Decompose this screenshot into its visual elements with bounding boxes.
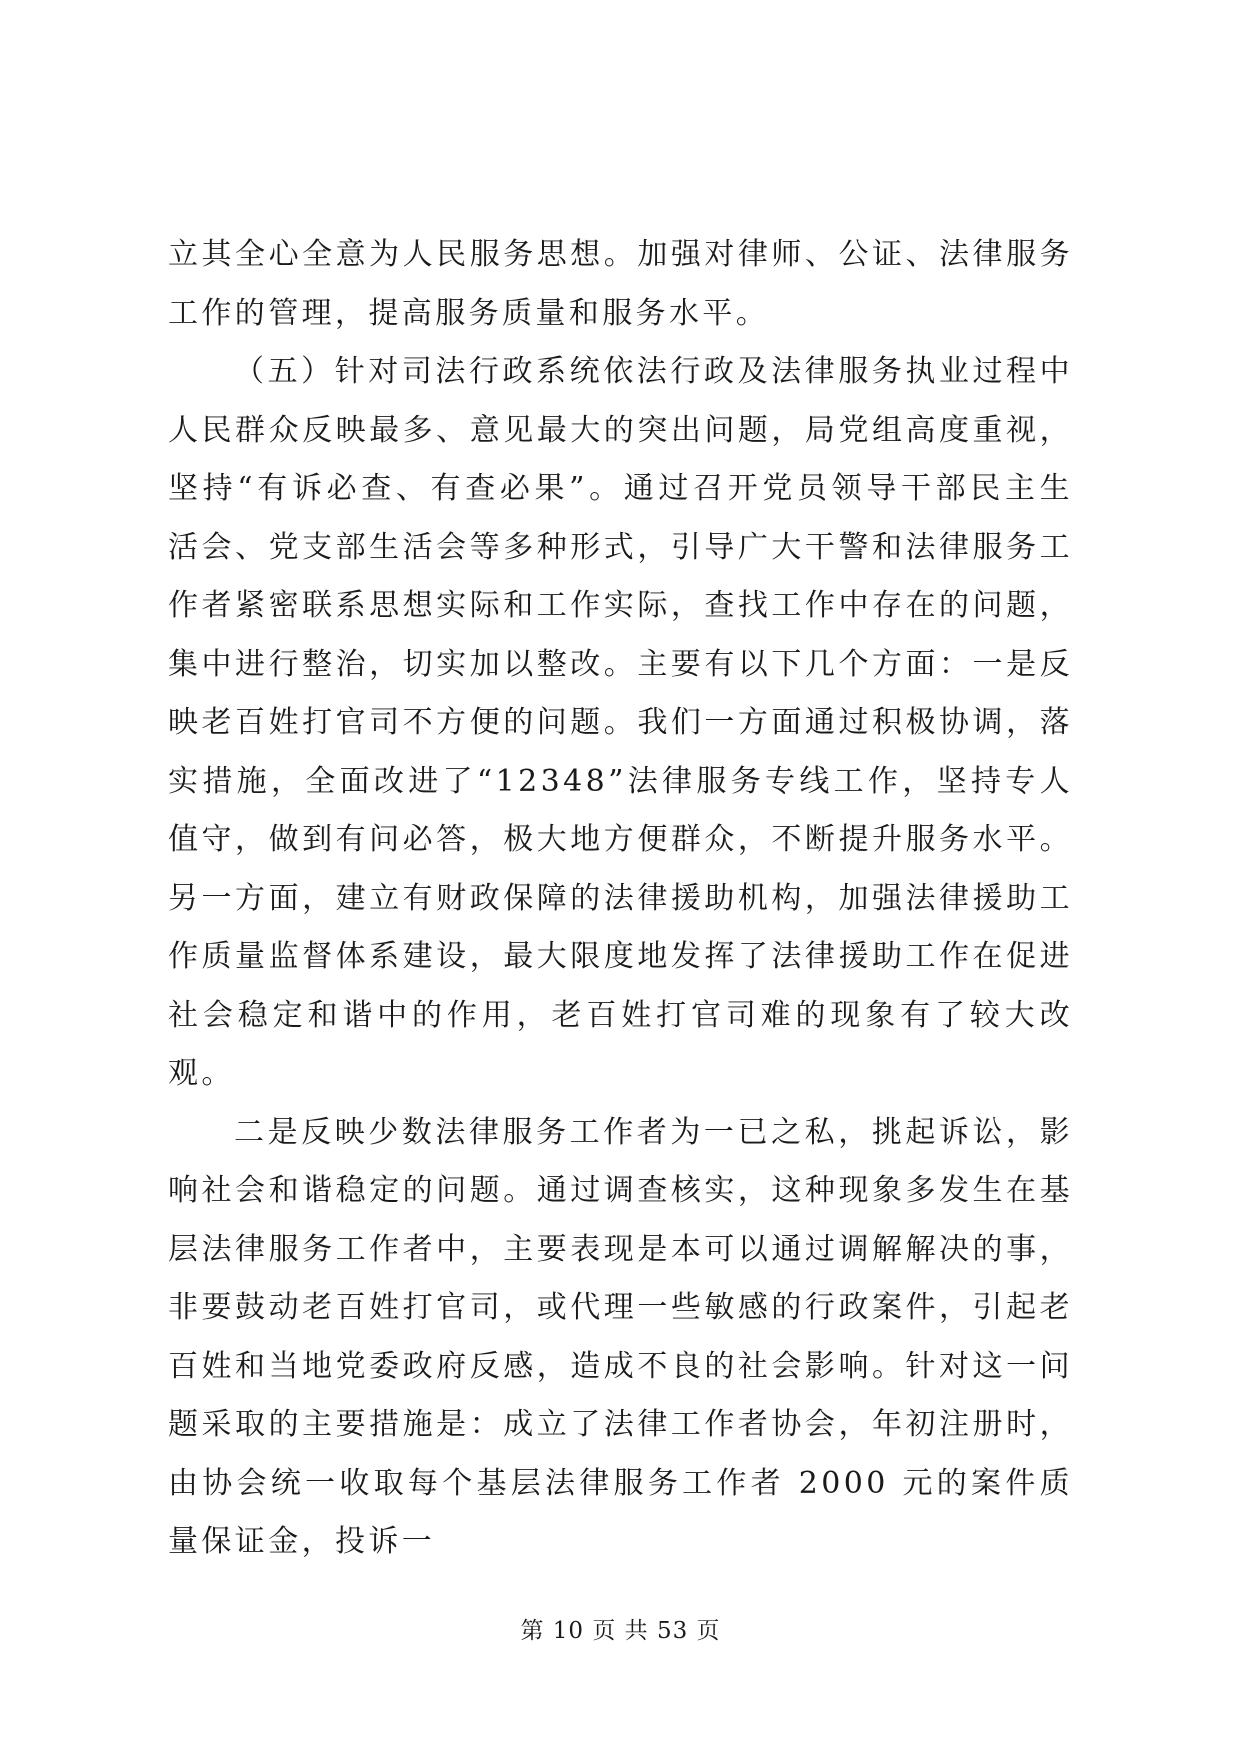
paragraph-item-five: （五）针对司法行政系统依法行政及法律服务执业过程中人民群众反映最多、意见最大的突出问题，局党组高度重视，坚持“有诉必查、有查必果”。通过召开党员领导干部民主生活会、党支部生活会等多种形式，引导广大干警和法律服务工作者紧密联系思想实际和工作实际，查找工作中存在的问题，集中进行整治，切实加以整改。主要有以下几个方面：一是反映老百姓打官司不方便的问题。我们一方面通过积极协调，落实措施，全面改进了“12348”法律服务专线工作，坚持专人值守，做到有问必答，极大地方便群众，不断提升服务水平。另一方面，建立有财政保障的法律援助机构，加强法律援助工作质量监督体系建设，最大限度地发挥了法律援助工作在促进社会稳定和谐中的作用，老百姓打官司难的现象有了较大改观。 xyxy=(168,354,1073,1091)
paragraph-continuation: 立其全心全意为人民服务思想。加强对律师、公证、法律服务工作的管理，提高服务质量和服务水平。 xyxy=(168,237,1073,331)
document-body xyxy=(168,226,1073,1572)
paragraph-item-two: 二是反映少数法律服务工作者为一已之私，挑起诉讼，影响社会和谐稳定的问题。通过调查核实，这种现象多发生在基层法律服务工作者中，主要表现是本可以通过调解解决的事，非要鼓动老百姓打官司，或代理一些敏感的行政案件，引起老百姓和当地党委政府反感，造成不良的社会影响。针对这一问题采取的主要措施是：成立了法律工作者协会，年初注册时，由协会统一收取每个基层法律服务工作者 2000 元的案件质量保证金，投诉一 xyxy=(168,1114,1073,1559)
page-footer: 第 10 页 共 53 页 xyxy=(520,1618,721,1644)
